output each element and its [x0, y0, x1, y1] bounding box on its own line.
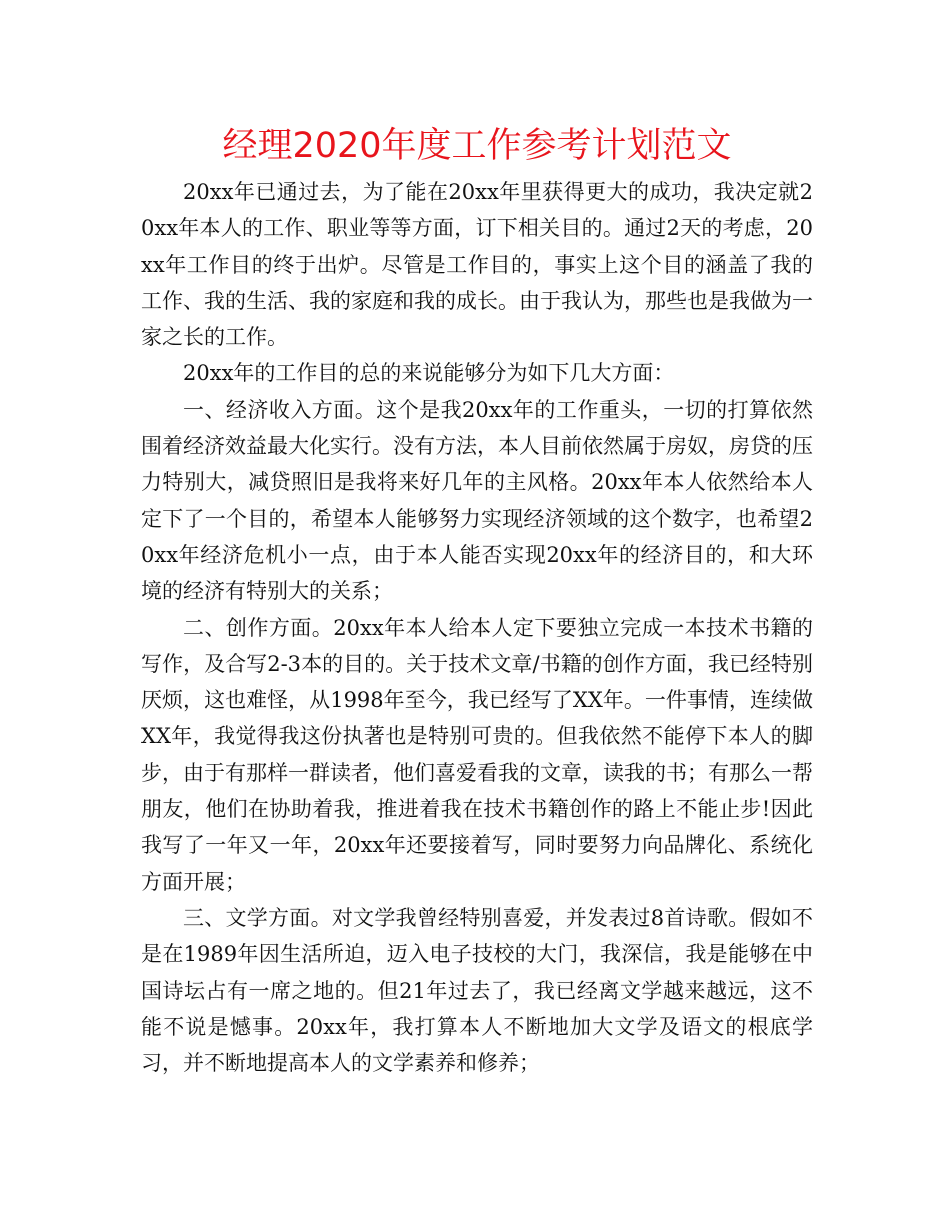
paragraph-literature: 三、文学方面。对文学我曾经特别喜爱，并发表过8首诗歌。假如不是在1989年因生活所迫，迈入电子技校的大门，我深信，我是能够在中国诗坛占有一席之地的。但21年过去了，我已经离文学越来越远，这不能不说是憾事。20xx年，我打算本人不断地加大文学及语文的根底学习，并不断地提高本人的文学素养和修养；	[141, 905, 813, 1076]
paragraph-summary: 20xx年的工作目的总的来说能够分为如下几大方面：	[183, 361, 675, 386]
paragraph-intro: 20xx年已通过去，为了能在20xx年里获得更大的成功，我决定就20xx年本人的工作、职业等等方面，订下相关目的。通过2天的考虑，20xx年工作目的终于出炉。尽管是工作目的，事实上这个目的涵盖了我的工作、我的生活、我的家庭和我的成长。由于我认为，那些也是我做为一家之长的工作。	[141, 180, 813, 350]
paragraph-economy: 一、经济收入方面。这个是我20xx年的工作重头，一切的打算依然围着经济效益最大化实行。没有方法，本人目前依然属于房奴，房贷的压力特别大，减贷照旧是我将来好几年的主风格。20xx年本人依然给本人定下了一个目的，希望本人能够努力实现经济领域的这个数字，也希望20xx年经济危机小一点，由于本人能否实现20xx年的经济目的，和大环境的经济有特别大的关系；	[141, 397, 813, 604]
document-page	[141, 118, 813, 1081]
document-title: 经理2020年度工作参考计划范文	[222, 126, 732, 166]
paragraph-writing: 二、创作方面。20xx年本人给本人定下要独立完成一本技术书籍的写作，及合写2-3本的目的。关于技术文章/书籍的创作方面，我已经特别厌烦，这也难怪，从1998年至今，我已经写了XX年。一件事情，连续做XX年，我觉得我这份执著也是特别可贵的。但我依然不能停下本人的脚步，由于有那样一群读者，他们喜爱看我的文章，读我的书；有那么一帮朋友，他们在协助着我，推进着我在技术书籍创作的路上不能止步!因此我写了一年又一年，20xx年还要接着写，同时要努力向品牌化、系统化方面开展；	[141, 615, 813, 894]
